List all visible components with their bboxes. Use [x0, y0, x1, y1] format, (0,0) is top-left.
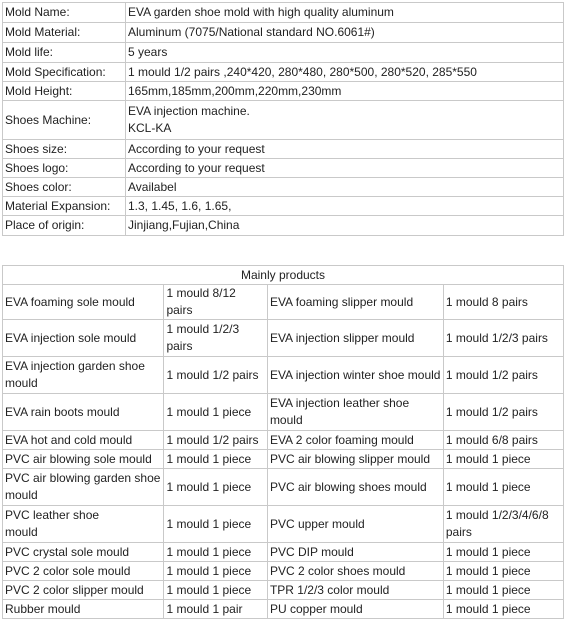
spec-row	[3, 23, 564, 43]
spec-value	[126, 3, 564, 23]
spec-row	[3, 82, 564, 101]
product-name-line: PVC air blowing garden shoe	[5, 471, 161, 485]
product-name	[267, 543, 443, 562]
spec-value	[126, 43, 564, 63]
product-quantity-line: 1 mould 8 pairs	[445, 294, 528, 309]
spec-value	[126, 178, 564, 197]
product-name-line: PVC air blowing slipper mould	[269, 451, 431, 466]
product-quantity	[443, 562, 563, 581]
product-quantity	[164, 450, 267, 469]
product-row	[3, 562, 564, 581]
product-quantity	[443, 431, 563, 450]
spec-label: Mold Height:	[3, 82, 126, 101]
spec-label: Place of origin:	[3, 216, 126, 236]
spec-label: Mold Specification:	[3, 63, 126, 82]
product-name	[3, 357, 164, 394]
product-quantity	[164, 469, 267, 506]
spec-value	[126, 216, 564, 236]
product-quantity	[443, 285, 563, 320]
product-row	[3, 600, 564, 619]
product-quantity-line: pairs	[445, 525, 472, 539]
product-name-line: PU copper mould	[269, 601, 363, 616]
product-name-line: PVC 2 color sole mould	[5, 563, 131, 578]
spec-value-line: 1.3, 1.45, 1.6, 1.65,	[128, 198, 232, 213]
product-quantity-line: 1 mould 1/2 pairs	[445, 367, 538, 382]
spec-label: Mold Material:	[3, 23, 126, 43]
product-quantity	[164, 431, 267, 450]
product-quantity-line: 1 mould 1 piece	[166, 404, 252, 419]
product-quantity	[443, 600, 563, 619]
product-name	[267, 581, 443, 600]
spec-value	[126, 82, 564, 101]
spec-row	[3, 140, 564, 159]
spec-value-line: According to your request	[128, 160, 265, 175]
product-quantity	[443, 543, 563, 562]
product-name	[267, 285, 443, 320]
product-quantity-line: 1 mould 1/2/3/4/6/8	[445, 508, 549, 522]
product-name	[267, 506, 443, 543]
product-quantity-line: 1 mould 1 piece	[445, 582, 531, 597]
product-name	[3, 431, 164, 450]
product-quantity	[164, 562, 267, 581]
product-quantity	[443, 320, 563, 357]
product-quantity	[164, 506, 267, 543]
product-quantity-line: 1 mould 1 piece	[166, 516, 252, 531]
product-name-line: EVA hot and cold mould	[5, 432, 133, 447]
product-quantity-line: 1 mould 1/2 pairs	[445, 404, 538, 419]
product-name-line: PVC upper mould	[269, 516, 365, 531]
spec-value	[126, 23, 564, 43]
product-name-line: PVC 2 color shoes mould	[269, 563, 406, 578]
spec-label: Mold Name:	[3, 3, 126, 23]
spec-value-line: 165mm,185mm,200mm,220mm,230mm	[128, 83, 342, 98]
product-name-line: mould	[5, 525, 38, 539]
spec-value-line: EVA injection machine.	[128, 104, 250, 118]
product-name-line: PVC DIP mould	[269, 544, 354, 559]
product-name-line: mould	[269, 413, 303, 427]
spec-row	[3, 101, 564, 140]
product-row	[3, 394, 564, 431]
spec-table-body	[3, 3, 564, 236]
product-quantity-line: 1 mould 1 piece	[445, 601, 531, 616]
product-name	[3, 581, 164, 600]
product-name-line: EVA injection sole mould	[5, 330, 137, 345]
product-quantity	[443, 506, 563, 543]
product-name-line: EVA injection garden shoe	[5, 359, 145, 373]
spec-value-line: Aluminum (7075/National standard NO.6061#)	[128, 25, 375, 39]
spec-row	[3, 178, 564, 197]
product-name-line: EVA injection slipper mould	[269, 330, 415, 345]
product-name-line: PVC crystal sole mould	[5, 544, 130, 559]
product-quantity	[443, 357, 563, 394]
product-quantity-line: 1 mould 1/2/3 pairs	[445, 330, 548, 345]
product-quantity-line: 1 mould 1 piece	[445, 563, 531, 578]
product-quantity-line: 1 mould 1 piece	[445, 451, 531, 466]
product-quantity-line: 1 mould 1 piece	[166, 544, 252, 559]
product-quantity	[164, 581, 267, 600]
product-quantity-line: 1 mould 1 piece	[166, 563, 252, 578]
spec-value	[126, 63, 564, 82]
product-name	[267, 450, 443, 469]
product-quantity-line: 1 mould 1 piece	[166, 479, 252, 494]
product-name	[3, 543, 164, 562]
spec-value-line: 5 years	[128, 45, 168, 59]
product-row	[3, 431, 564, 450]
product-name-line: EVA 2 color foaming mould	[269, 432, 414, 447]
product-quantity-line: 1 mould 6/8 pairs	[445, 432, 538, 447]
product-name-line: PVC 2 color slipper mould	[5, 582, 144, 597]
product-name	[3, 450, 164, 469]
spec-label: Shoes Machine:	[3, 101, 126, 140]
spec-label: Mold life:	[3, 43, 126, 63]
product-quantity	[164, 285, 267, 320]
product-quantity	[443, 469, 563, 506]
product-name-line: mould	[5, 376, 38, 390]
spec-table	[2, 2, 564, 236]
product-name	[267, 431, 443, 450]
product-name	[267, 562, 443, 581]
products-title-row	[3, 266, 564, 285]
product-quantity	[164, 543, 267, 562]
spec-value-line: 1 mould 1/2 pairs ,240*420, 280*480, 280*500, 280*520, 285*550	[128, 64, 477, 79]
product-quantity-line: pairs	[166, 339, 193, 353]
product-name-line: TPR 1/2/3 color mould	[269, 582, 390, 597]
product-name	[267, 320, 443, 357]
spec-label: Shoes size:	[3, 140, 126, 159]
product-name	[3, 285, 164, 320]
product-name-line: EVA injection leather shoe	[269, 396, 410, 410]
spec-value	[126, 140, 564, 159]
product-quantity-line: 1 mould 1/2/3	[166, 322, 240, 336]
spec-label: Shoes color:	[3, 178, 126, 197]
product-quantity	[164, 357, 267, 394]
product-quantity-line: 1 mould 1/2 pairs	[166, 367, 259, 382]
product-name-line: EVA injection winter shoe mould	[269, 367, 441, 382]
spec-row	[3, 63, 564, 82]
spec-value-line: According to your request	[128, 141, 265, 156]
product-quantity-line: 1 mould 1 piece	[445, 544, 531, 559]
product-row	[3, 581, 564, 600]
product-name	[267, 394, 443, 431]
product-row	[3, 469, 564, 506]
product-quantity-line: 1 mould 8/12 pairs	[166, 286, 236, 317]
spec-row	[3, 43, 564, 63]
spec-row	[3, 216, 564, 236]
product-name	[267, 600, 443, 619]
spec-label: Shoes logo:	[3, 159, 126, 178]
product-quantity	[443, 450, 563, 469]
product-name-line: Rubber mould	[5, 601, 81, 616]
spec-row	[3, 197, 564, 216]
product-name-line: mould	[5, 488, 38, 502]
products-title: Mainly products	[3, 266, 564, 285]
product-name-line: PVC air blowing sole mould	[5, 451, 152, 466]
product-name-line: EVA foaming sole mould	[5, 294, 135, 309]
product-row	[3, 357, 564, 394]
spec-value-line: Jinjiang,Fujian,China	[128, 218, 240, 232]
product-name-line: PVC leather shoe	[5, 508, 100, 522]
product-row	[3, 543, 564, 562]
product-name	[3, 469, 164, 506]
product-row	[3, 506, 564, 543]
product-row	[3, 285, 564, 320]
product-quantity	[164, 600, 267, 619]
product-quantity	[443, 394, 563, 431]
spec-row	[3, 159, 564, 178]
product-name	[3, 600, 164, 619]
products-table	[2, 265, 564, 619]
product-quantity-line: 1 mould 1 piece	[166, 451, 252, 466]
spec-value-line: Availabel	[128, 179, 177, 194]
product-name	[3, 506, 164, 543]
product-name-line: EVA rain boots mould	[5, 404, 120, 419]
product-quantity-line: 1 mould 1/2 pairs	[166, 432, 259, 447]
spec-value-line: EVA garden shoe mold with high quality aluminum	[128, 5, 394, 19]
product-row	[3, 320, 564, 357]
product-name	[3, 320, 164, 357]
product-name-line: PVC air blowing shoes mould	[269, 479, 427, 494]
product-quantity	[443, 581, 563, 600]
products-table-body	[3, 266, 564, 619]
product-quantity	[164, 394, 267, 431]
product-row	[3, 450, 564, 469]
spec-value-line: KCL-KA	[128, 121, 172, 135]
product-quantity-line: 1 mould 1 piece	[166, 582, 252, 597]
spec-value	[126, 197, 564, 216]
spec-row	[3, 3, 564, 23]
product-name	[3, 562, 164, 581]
product-name	[267, 357, 443, 394]
product-quantity-line: 1 mould 1 piece	[445, 479, 531, 494]
product-name	[3, 394, 164, 431]
spec-label: Material Expansion:	[3, 197, 126, 216]
spec-value	[126, 101, 564, 140]
product-name-line: EVA foaming slipper mould	[269, 294, 414, 309]
product-quantity-line: 1 mould 1 pair	[166, 601, 243, 616]
spec-value	[126, 159, 564, 178]
product-quantity	[164, 320, 267, 357]
product-name	[267, 469, 443, 506]
